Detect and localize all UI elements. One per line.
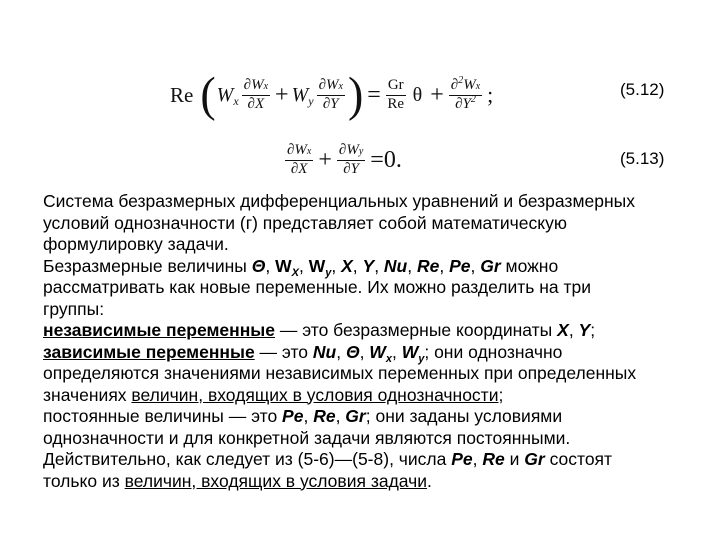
semicolon: ; xyxy=(487,82,494,107)
var-pe: Pe xyxy=(449,255,471,276)
comma: , xyxy=(407,255,417,276)
fraction-numerator xyxy=(317,78,345,96)
text-line: Система безразмерных дифференциальных уравнений и безразмерных xyxy=(43,191,635,211)
var-x: X xyxy=(557,320,569,340)
left-paren: ( xyxy=(200,67,216,122)
term-dependent-variables: зависимые переменные xyxy=(43,341,255,362)
comma: , xyxy=(374,255,384,276)
var-wy: W xyxy=(308,255,326,276)
underlined-phrase: величин, входящих в условия однозначности xyxy=(131,384,499,405)
fraction-denominator: ∂Y xyxy=(343,160,359,177)
var-y: Y xyxy=(578,320,591,340)
fraction-second-derivative xyxy=(449,74,482,113)
partial-y: ∂Y xyxy=(455,95,471,112)
text-line: группы: xyxy=(43,298,105,319)
comma: , xyxy=(265,255,276,276)
text-line: условий однозначности (г) представляет собой математическую xyxy=(43,212,567,233)
formula-re: Re xyxy=(170,82,194,107)
var-wy: W xyxy=(401,341,419,362)
var-wy-sub: y xyxy=(325,266,332,279)
var-wx: W xyxy=(275,255,292,276)
text-span: и xyxy=(504,449,525,469)
superscript-2: 2 xyxy=(470,93,476,105)
fraction-denominator: Re xyxy=(387,95,405,112)
var-wy-sub: y xyxy=(418,352,425,365)
numerator-subscript: x xyxy=(475,80,481,92)
fraction-numerator xyxy=(285,143,313,161)
var-nu: Nu xyxy=(312,341,337,362)
partial-w: ∂W xyxy=(318,76,339,93)
text-line: рассматривать как новые переменные. Их можно разделить на три xyxy=(43,277,592,297)
text-span: . xyxy=(427,470,432,491)
text-line: формулировку задачи. xyxy=(43,234,229,254)
comma: , xyxy=(298,255,309,276)
fraction-dwx-dx xyxy=(285,143,313,178)
fraction-numerator xyxy=(337,143,365,161)
fraction-numerator: Gr xyxy=(386,78,406,96)
var-gr: Gr xyxy=(524,449,545,469)
partial-w: ∂W xyxy=(243,76,264,93)
comma: , xyxy=(439,255,450,276)
var-x: X xyxy=(341,255,353,276)
comma: , xyxy=(568,320,579,340)
equals-zero: =0. xyxy=(370,146,402,173)
var-pe: Pe xyxy=(282,406,304,426)
plus-sign: + xyxy=(318,146,332,173)
partial-w: ∂W xyxy=(287,141,307,158)
underlined-phrase: величин, входящих в условия задачи xyxy=(124,470,428,491)
text-line xyxy=(43,320,713,342)
text-line xyxy=(43,342,713,364)
numerator-subscript: y xyxy=(358,145,364,157)
equation-number-5-13: (5.13) xyxy=(620,149,665,168)
text-line xyxy=(43,385,713,407)
text-span: значениях xyxy=(43,384,132,405)
symbol-w: W xyxy=(216,83,234,106)
fraction-denominator xyxy=(455,93,476,113)
var-re: Re xyxy=(313,406,336,426)
var-re: Re xyxy=(482,449,505,469)
comma: , xyxy=(359,341,370,362)
text-span: Безразмерные величины xyxy=(43,255,252,276)
fraction-dwy-dy xyxy=(337,143,365,178)
theta-symbol: Θ xyxy=(345,341,360,362)
var-re: Re xyxy=(416,255,440,276)
numerator-subscript: x xyxy=(306,145,312,157)
comma: , xyxy=(303,406,314,426)
text-line: однозначности и для конкретной задачи являются постоянными. xyxy=(43,427,571,448)
fraction-gr-re xyxy=(386,78,406,113)
text-span: можно xyxy=(500,255,559,276)
symbol-w: W xyxy=(463,76,476,93)
partial-w: ∂W xyxy=(338,141,359,158)
var-pe: Pe xyxy=(451,449,473,469)
subscript-x: x xyxy=(233,93,239,108)
text-span: состоят xyxy=(544,449,613,469)
theta-symbol: Θ xyxy=(251,255,266,276)
var-y: Y xyxy=(362,255,375,276)
text-span: ; они заданы условиями xyxy=(365,406,563,426)
var-gr: Gr xyxy=(480,255,501,276)
fraction-numerator xyxy=(449,74,482,96)
text-line: определяются значениями независимых переменных при определенных xyxy=(43,363,637,383)
comma: , xyxy=(335,406,346,426)
var-wx-sub: X xyxy=(291,266,299,279)
comma: , xyxy=(336,341,346,362)
text-span: ; они однозначно xyxy=(424,341,563,362)
var-wx: W xyxy=(369,341,386,362)
fraction-dwx-dy xyxy=(317,78,345,113)
comma: , xyxy=(472,449,483,469)
fraction-denominator: ∂X xyxy=(290,160,308,177)
text-line xyxy=(43,449,713,471)
formula-5-12 xyxy=(170,68,496,122)
numerator-subscript: x xyxy=(338,80,343,92)
text-span: только из xyxy=(43,470,125,491)
text-span: ; xyxy=(590,320,596,340)
partial: ∂ xyxy=(450,76,459,93)
var-nu: Nu xyxy=(383,255,408,276)
text-line xyxy=(43,406,713,428)
text-span: ; xyxy=(498,384,504,405)
term-wx xyxy=(217,84,240,107)
comma: , xyxy=(391,341,402,362)
fraction-dwx-dx xyxy=(242,78,270,113)
text-line xyxy=(43,471,713,493)
text-span: — это безразмерные координаты xyxy=(275,320,558,340)
plus-sign: + xyxy=(430,81,444,108)
formula-5-13 xyxy=(283,136,405,184)
superscript-2: 2 xyxy=(458,74,464,86)
text-span: Действительно, как следует из (5-6)—(5-8), числа xyxy=(43,449,452,469)
term-wy xyxy=(292,84,315,107)
equals-sign: = xyxy=(367,81,381,108)
symbol-w: W xyxy=(291,83,309,106)
comma: , xyxy=(352,255,363,276)
text-line xyxy=(43,256,713,278)
theta-symbol: θ xyxy=(412,83,423,106)
equation-number-5-12: (5.12) xyxy=(620,80,665,99)
plus-sign: + xyxy=(275,81,289,108)
numerator-subscript: x xyxy=(263,80,269,92)
fraction-denominator: ∂X xyxy=(247,95,265,112)
text-span: — это xyxy=(254,341,313,362)
var-wx-sub: x xyxy=(385,352,392,365)
var-gr: Gr xyxy=(345,406,366,426)
comma: , xyxy=(470,255,481,276)
fraction-denominator: ∂Y xyxy=(322,95,339,112)
term-independent-variables: независимые переменные xyxy=(43,320,275,340)
body-text xyxy=(43,191,713,492)
text-span: постоянные величины — это xyxy=(43,406,283,426)
fraction-numerator xyxy=(242,78,270,96)
comma: , xyxy=(331,255,342,276)
right-paren: ) xyxy=(347,67,364,122)
subscript-y: y xyxy=(308,93,314,108)
